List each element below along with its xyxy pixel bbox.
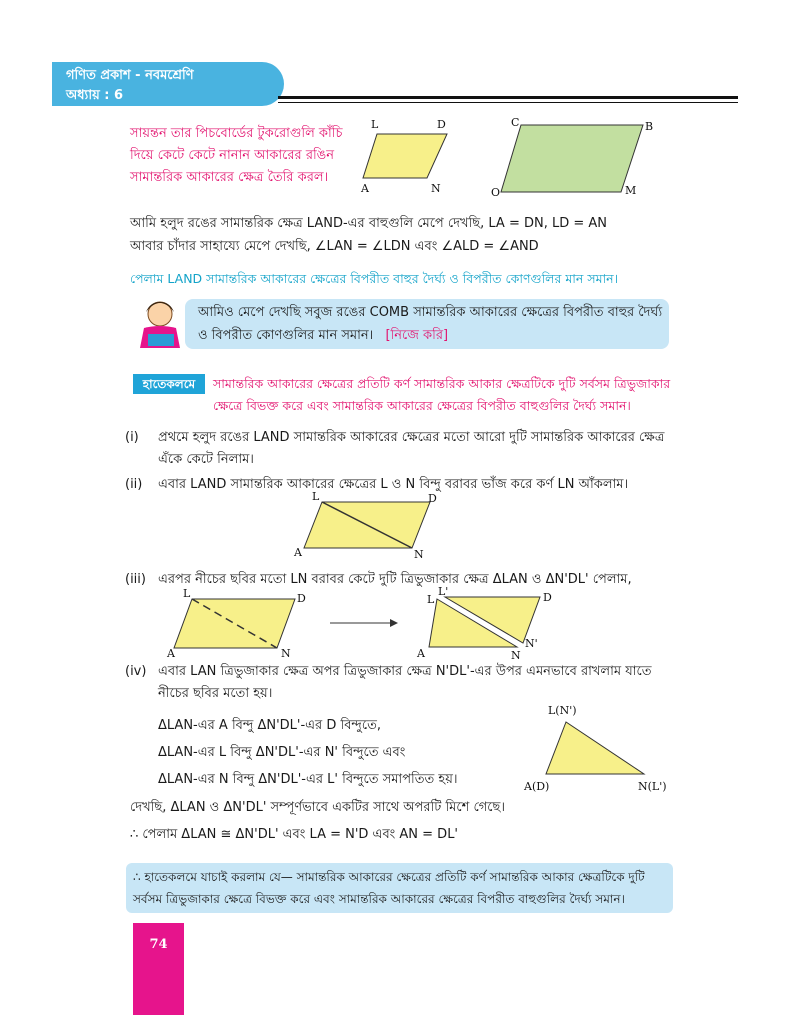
- conclusion-line-2: ∴ পেলাম ΔLAN ≅ ΔN'DL' এবং LA = N'D এবং AN = DL': [130, 827, 459, 842]
- summary-line-2: সর্বসম ত্রিভুজাকার ক্ষেত্রে বিভক্ত করে এবং সামান্তরিক আকারের ক্ষেত্রের বিপরীত বাহুগুলির দৈর্ঘ্য সমান।: [133, 892, 625, 906]
- step-i-line-2: এঁকে কেটে নিলাম।: [158, 452, 254, 467]
- comb-label-m: M: [625, 184, 637, 197]
- header-rule-thin: [278, 102, 738, 103]
- page-number: 74: [149, 937, 168, 952]
- step-i-line-1: প্রথমে হলুদ রঙের LAND সামান্তরিক আকারের ক্ষেত্রের মতো আরো দুটি সামান্তরিক আকারের ক্ষেত্র: [158, 430, 665, 445]
- overlap-triangle: [546, 722, 644, 774]
- mapping-line-1: ΔLAN-এর A বিন্দু ΔN'DL'-এর D বিন্দুতে,: [158, 718, 381, 733]
- fig-iv-label-right: N(L'): [638, 780, 667, 793]
- land-parallelogram: [363, 134, 447, 178]
- measure-line-1: আমি হলুদ রঙের সামান্তরিক ক্ষেত্র LAND-এর বাহুগুলি মেপে দেখছি, LA = DN, LD = AN: [130, 216, 607, 231]
- fig-iii-left-label-d: D: [297, 592, 306, 605]
- land-dashed-parallelogram: [174, 599, 295, 648]
- step-iii-number: (iii): [125, 572, 146, 587]
- intro-text: সায়ন্তন তার পিচবোর্ডের টুকরোগুলি কাঁচি দিয়ে কেটে কেটে নানান আকারের রঙিন সামান্তরিক আকারের ক্ষেত্র তৈরি করল।: [130, 126, 343, 185]
- figure-cut-triangles: [165, 585, 565, 663]
- self-check-line-2: [198, 326, 448, 346]
- fig-iii-right-label-d: D: [543, 591, 552, 604]
- fig-ii-label-d: D: [428, 492, 437, 505]
- figure-overlap-triangle: [520, 698, 680, 796]
- mapping-line-2: ΔLAN-এর L বিন্দু ΔN'DL'-এর N' বিন্দুতে এবং: [158, 745, 406, 760]
- girl-reading-icon: [130, 294, 192, 352]
- arrow-right-icon: [390, 619, 398, 627]
- figure-diagonal-ln: [290, 490, 450, 562]
- fig-iii-left-label-n: N: [281, 647, 291, 660]
- step-iv-line-1: এবার LAN ত্রিভুজাকার ক্ষেত্র অপর ত্রিভুজাকার ক্ষেত্র N'DL'-এর উপর এমনভাবে রাখলাম যাতে: [158, 664, 652, 679]
- header-rule: [278, 96, 738, 99]
- land-label-d: D: [437, 118, 446, 131]
- step-ii-line: এবার LAND সামান্তরিক আকারের ক্ষেত্রের L ও N বিন্দু বরাবর ভাঁজ করে কর্ণ LN আঁকলাম।: [158, 477, 629, 492]
- summary-line-1: ∴ হাতেকলমে যাচাই করলাম যে— সামান্তরিক আকারের ক্ষেত্রের প্রতিটি কর্ণ সামান্তরিক আকার ক্ষেত্রটিকে দুটি: [133, 870, 645, 884]
- land-label-n: N: [431, 182, 441, 195]
- step-i-number: (i): [125, 430, 139, 445]
- comb-label-c: C: [511, 116, 520, 129]
- land-label-a: A: [361, 182, 369, 195]
- fig-iii-left-label-a: A: [167, 647, 175, 660]
- self-check-tag: [নিজে করি]: [385, 328, 449, 343]
- fig-iii-right-label-a: A: [417, 647, 425, 660]
- step-iii-line: এরপর নীচের ছবির মতো LN বরাবর কেটে দুটি ত্রিভুজাকার ক্ষেত্র ΔLAN ও ΔN'DL' পেলাম,: [158, 572, 632, 587]
- fig-ii-label-l: L: [312, 490, 320, 503]
- step-ii-number: (ii): [125, 477, 143, 492]
- chapter-label: অধ্যায় : 6: [66, 88, 124, 103]
- fig-iv-label-left: A(D): [524, 780, 550, 793]
- conclusion-line-1: দেখছি, ΔLAN ও ΔN'DL' সম্পূর্ণভাবে একটির সাথে অপরটি মিশে গেছে।: [130, 800, 505, 815]
- hands-on-badge: হাতেকলমে: [133, 374, 205, 394]
- figure-parallelograms: [355, 112, 655, 200]
- hands-on-line-1: সামান্তরিক আকারের ক্ষেত্রের প্রতিটি কর্ণ সামান্তরিক আকার ক্ষেত্রটিকে দুটি সর্বসম ত্রিভুজাকার: [213, 376, 671, 391]
- fig-ii-label-n: N: [414, 548, 424, 561]
- measure-line-2: আবার চাঁদার সাহায্যে মেপে দেখছি, ∠LAN = ∠LDN এবং ∠ALD = ∠AND: [130, 239, 539, 254]
- fig-iv-label-top: L(N'): [548, 704, 577, 717]
- fig-iii-right-label-n-prime: N': [525, 637, 538, 650]
- comb-parallelogram: [501, 125, 643, 192]
- fig-iii-right-label-l-prime: L': [438, 585, 449, 598]
- step-iv-number: (iv): [125, 664, 147, 679]
- fig-iii-right-label-l: L: [427, 593, 435, 606]
- book-title: গণিত প্রকাশ - নবমশ্রেণি: [66, 68, 194, 83]
- finding-text: পেলাম LAND সামান্তরিক আকারের ক্ষেত্রের বিপরীত বাহুর দৈর্ঘ্য ও বিপরীত কোণগুলির মান সমান।: [130, 271, 619, 286]
- comb-label-b: B: [645, 120, 654, 133]
- fig-iii-left-label-l: L: [183, 587, 191, 600]
- step-iv-line-2: নীচের ছবির মতো হয়।: [158, 686, 273, 701]
- self-check-line-1: আমিও মেপে দেখছি সবুজ রঙের COMB সামান্তরিক আকারের ক্ষেত্রের বিপরীত বাহুর দৈর্ঘ্য: [198, 305, 663, 320]
- land-label-l: L: [371, 118, 379, 131]
- self-check-text: ও বিপরীত কোণগুলির মান সমান।: [198, 328, 374, 343]
- hands-on-line-2: ক্ষেত্রে বিভক্ত করে এবং সামান্তরিক আকারের ক্ষেত্রের বিপরীত বাহুগুলির দৈর্ঘ্য সমান।: [213, 398, 631, 413]
- mapping-line-3: ΔLAN-এর N বিন্দু ΔN'DL'-এর L' বিন্দুতে সমাপতিত হয়।: [158, 772, 458, 787]
- fig-iii-right-label-n: N: [511, 649, 521, 662]
- comb-label-o: O: [491, 186, 501, 199]
- fig-ii-label-a: A: [294, 546, 302, 559]
